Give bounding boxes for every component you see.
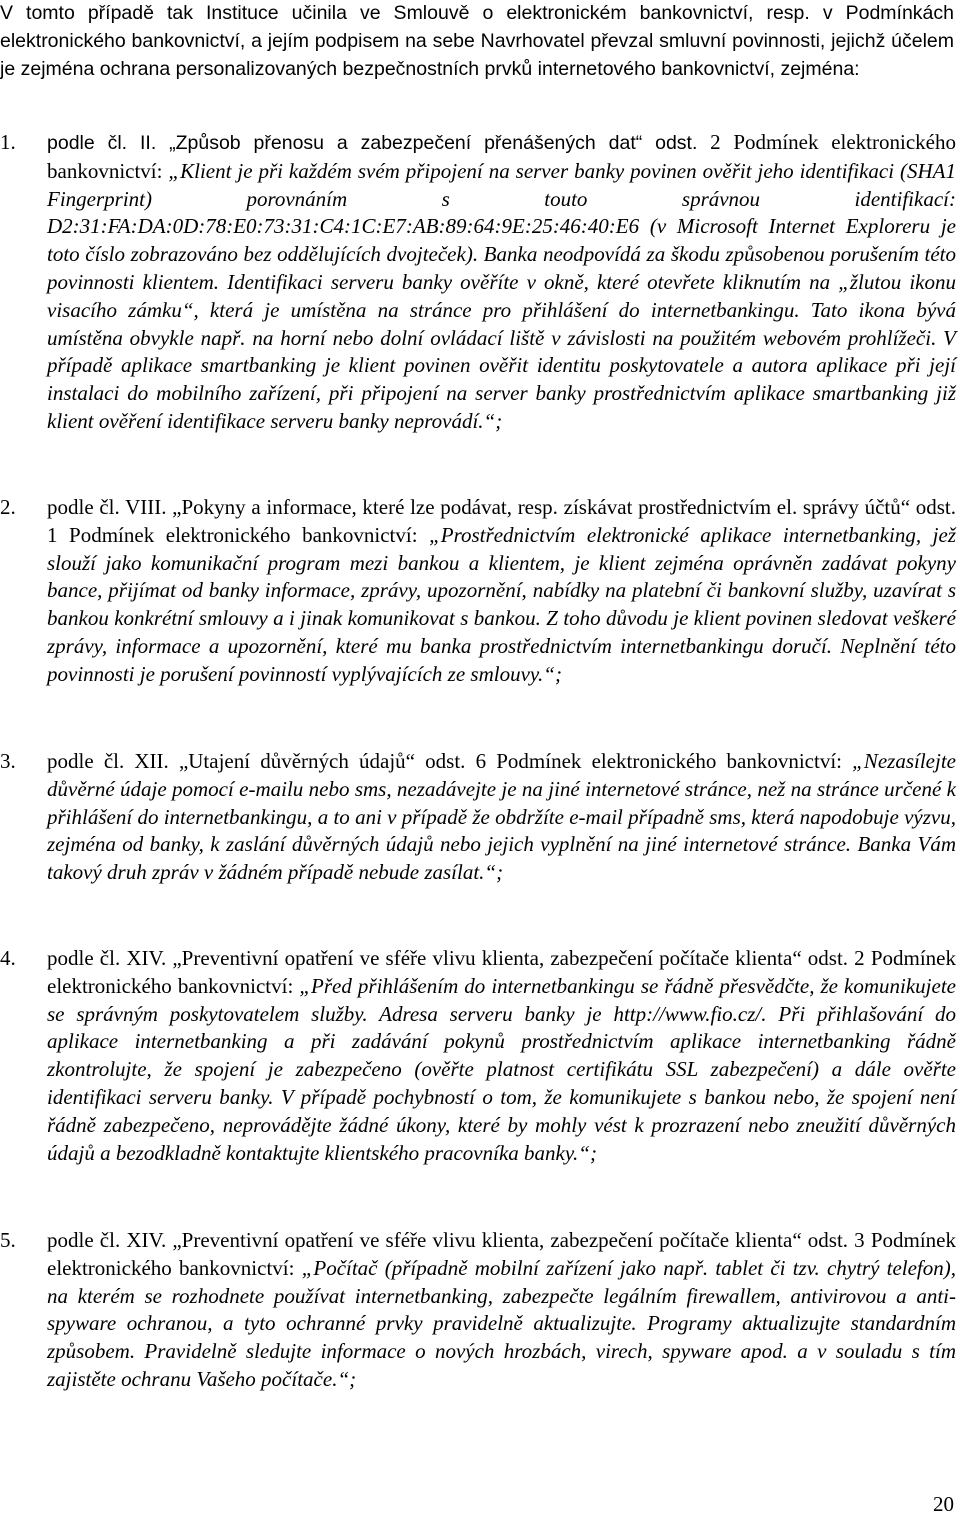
- item-quote: „Počítač (případně mobilní zařízení jako např. tablet či tzv. chytrý telefon), na kterém se rozhodnete používat internetbanking, zabezpečte legálním firewallem, antivirovou a anti-spyware ochranou, a tyto ochranné prvky pravidelně aktualizujte. Programy aktualizujte standardním způsobem. Pravidelně sledujte informace o nových hrozbách, virech, spyware apod. a v souladu s tím zajistěte ochranu Vašeho počítače.“;: [47, 1255, 957, 1391]
- item-lead: podle čl. XIV. „Preventivní opatření ve sféře vlivu klienta, zabezpečení počítače klienta“ odst. 2 Podmínek elektronického bankovnictví:: [47, 946, 956, 998]
- item-lead: podle čl. II. „Způsob přenosu a zabezpečení přenášených dat“ odst.: [47, 132, 698, 154]
- item-quote: „Klient je při každém svém připojení na server banky povinen ověřit jeho identifikaci (SHA1 Fingerprint) porovnáním s touto správnou identifikací: D2:31:FA:DA:0D:78:E0:73:31:C4:1C:E7:AB:89:64:9E:25:46:40:E6 (v Microsoft Internet Exploreru je toto číslo zobrazováno bez oddělujících dvojteček). Banka neodpovídá za škodu způsobenou porušením této povinnosti klientem. Identifikaci serveru banky ověříte v okně, které otevřete kliknutím na „žlutou ikonu visacího zámku“, která je umístěna na stránce pro přihlášení do internetbankingu. Tato ikona bývá umístěna obvykle např. na horní nebo dolní ovládací liště v závislosti na použitém webovém prohlížeči. V případě aplikace smartbanking je klient povinen ověřit identitu poskytovatele a autora aplikace při její instalaci do mobilního zařízení, při připojení na server banky prostřednictvím aplikace smartbanking již klient ověření identifikace serveru banky neprovádí.“;: [47, 158, 956, 433]
- page-number: 20: [933, 1492, 954, 1516]
- intro-paragraph: [0, 0, 954, 83]
- item-number: 2.: [0, 495, 16, 519]
- item-lead: podle čl. XII. „Utajení důvěrných údajů“ odst. 6 Podmínek elektronického bankovnictví:: [47, 749, 853, 773]
- list-item: [0, 1227, 956, 1394]
- intro-text: V tomto případě tak Instituce učinila ve Smlouvě o elektronickém bankovnictví, resp. v Podmínkách elektronického bankovnictví, a jejím podpisem na sebe Navrhovatel převzal smluvní povinnosti, jejichž účelem je zejména ochrana personalizovaných bezpečnostních prvků internetového bankovnictví, zejména:: [0, 2, 954, 80]
- item-quote: „Před přihlášením do internetbankingu se řádně přesvědčte, že komunikujete se správným poskytovatelem služby. Adresa serveru banky je http://www.fio.cz/. Při přihlašování do aplikace internetbanking a při zadávání pokynů prostřednictvím aplikace internetbanking řádně zkontrolujte, že spojení je zabezpečeno (ověřte platnost certifikátu SSL zabezpečení) a dále ověřte identifikaci serveru banky. V případě pochybností o tom, že komunikujete s bankou nebo, že spojení není řádně zabezpečeno, neprovádějte žádné úkony, které by mohly vést k prozrazení nebo zneužití důvěrných údajů a bezodkladně kontaktujte klientského pracovníka banky.“;: [47, 973, 956, 1165]
- list-item: [0, 494, 956, 689]
- item-number: 3.: [0, 749, 16, 773]
- item-number: 1.: [0, 130, 16, 154]
- item-lead: podle čl. XIV. „Preventivní opatření ve sféře vlivu klienta, zabezpečení počítače klienta“ odst. 3 Podmínek elektronického bankovnictví:: [47, 1228, 956, 1280]
- item-number: 5.: [0, 1228, 16, 1252]
- list-item: [0, 945, 956, 1167]
- list-item: [0, 129, 956, 436]
- list-item: [0, 748, 956, 887]
- item-quote: „Prostřednictvím elektronické aplikace internetbanking, jež slouží jako komunikační program mezi bankou a klientem, je klient zejména oprávněn zadávat pokyny bance, přijímat od banky informace, zprávy, upozornění, nabídky na platební či bankovní služby, uzavírat s bankou konkrétní smlouvy a i jinak komunikovat s bankou. Z toho důvodu je klient povinen sledovat veškeré zprávy, informace a upozornění, které mu banka prostřednictvím internetbankingu doručí. Neplnění této povinnosti je porušení povinností vyplývajících ze smlouvy.“;: [47, 522, 956, 686]
- item-number: 4.: [0, 946, 16, 970]
- item-rest: 2 Podmínek elektronického bankovnictví:: [47, 130, 956, 183]
- item-quote: „Nezasílejte důvěrné údaje pomocí e-mailu nebo sms, nezadávejte je na jiné internetové stránce, než na stránce určené k přihlášení do internetbankingu, a to ani v případě že obdržíte e-mail případně sms, která napodobuje výzvu, zejména od banky, k zaslání důvěrných údajů nebo jejich vyplnění na jiné internetové stránce. Banka Vám takový druh zpráv v žádném případě nebude zasílat.“;: [47, 749, 956, 885]
- item-lead: podle čl. VIII. „Pokyny a informace, které lze podávat, resp. získávat prostřednictvím el. správy účtů“ odst. 1 Podmínek elektronického bankovnictví:: [47, 495, 956, 547]
